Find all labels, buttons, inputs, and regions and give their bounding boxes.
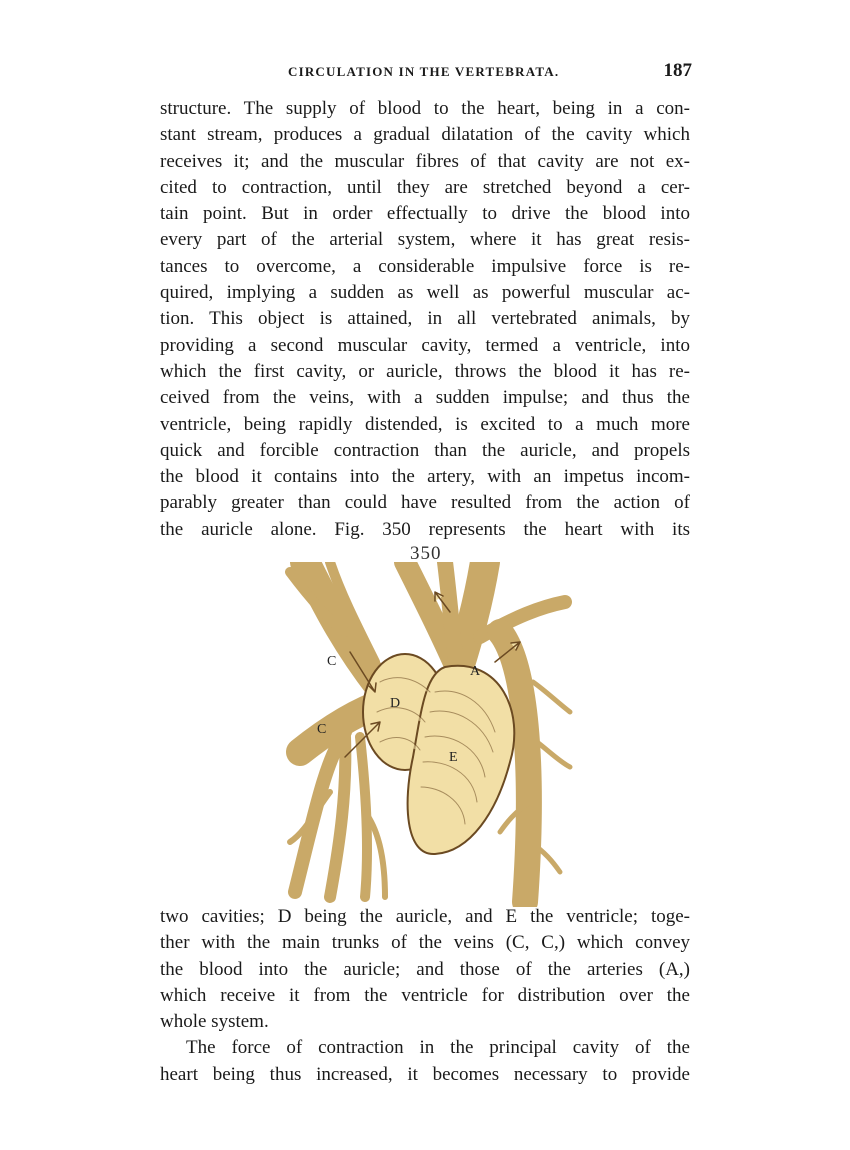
running-title: CIRCULATION IN THE VERTEBRATA. (288, 64, 560, 79)
label-vein-upper: C (327, 654, 337, 669)
text-line: which receive it from the ventricle for distribution over the (160, 984, 690, 1006)
text-line: structure. The supply of blood to the heart, being in a con- (160, 98, 690, 119)
paragraph-2 (160, 904, 690, 1088)
figure-number: 350 (410, 543, 442, 564)
text-line: stant stream, produces a gradual dilatation of the cavity which (160, 124, 690, 146)
label-vein-lower: C (317, 722, 327, 737)
running-head (160, 62, 700, 84)
text-line: ceived from the veins, with a sudden impulse; and thus the (160, 387, 690, 409)
text-line: tion. This object is attained, in all vertebrated animals, by (160, 308, 690, 330)
text-line: tances to overcome, a considerable impulsive force is re- (160, 255, 690, 277)
text-line: ventricle, being rapidly distended, is excited to a much more (160, 413, 690, 435)
page-number: 187 (663, 60, 692, 81)
heart-figure (285, 562, 575, 907)
text-line: parably greater than could have resulted from the action of (160, 492, 690, 514)
text-line: providing a second muscular cavity, termed a ventricle, into (160, 334, 690, 356)
text-line: every part of the arterial system, where it has great resis- (160, 229, 690, 251)
text-line: the blood into the auricle; and those of the arteries (A,) (160, 958, 690, 980)
text-line: heart being thus increased, it becomes necessary to provide (160, 1063, 690, 1085)
label-ventricle: E (449, 750, 458, 765)
text-line: The force of contraction in the principal cavity of the (186, 1037, 690, 1059)
text-line: which the first cavity, or auricle, throws the blood it has re- (160, 360, 690, 382)
text-line: cited to contraction, until they are stretched beyond a cer- (160, 176, 690, 198)
text-line: the auricle alone. Fig. 350 represents the heart with its (160, 518, 690, 540)
text-line: quick and forcible contraction than the auricle, and propels (160, 439, 690, 461)
paragraph-1 (160, 96, 690, 543)
label-auricle: D (390, 696, 401, 711)
text-line: tain point. But in order effectually to drive the blood into (160, 203, 690, 225)
heart-illustration (285, 562, 575, 907)
text-line: receives it; and the muscular fibres of that cavity are not ex- (160, 150, 690, 172)
text-line: quired, implying a sudden as well as powerful muscular ac- (160, 282, 690, 304)
text-line: the blood it contains into the artery, with an impetus incom- (160, 466, 690, 488)
text-line: two cavities; D being the auricle, and E the ventricle; toge- (160, 906, 690, 927)
label-artery: A (470, 664, 481, 679)
text-line: whole system. (160, 1011, 269, 1033)
text-line: ther with the main trunks of the veins (C, C,) which convey (160, 932, 690, 954)
